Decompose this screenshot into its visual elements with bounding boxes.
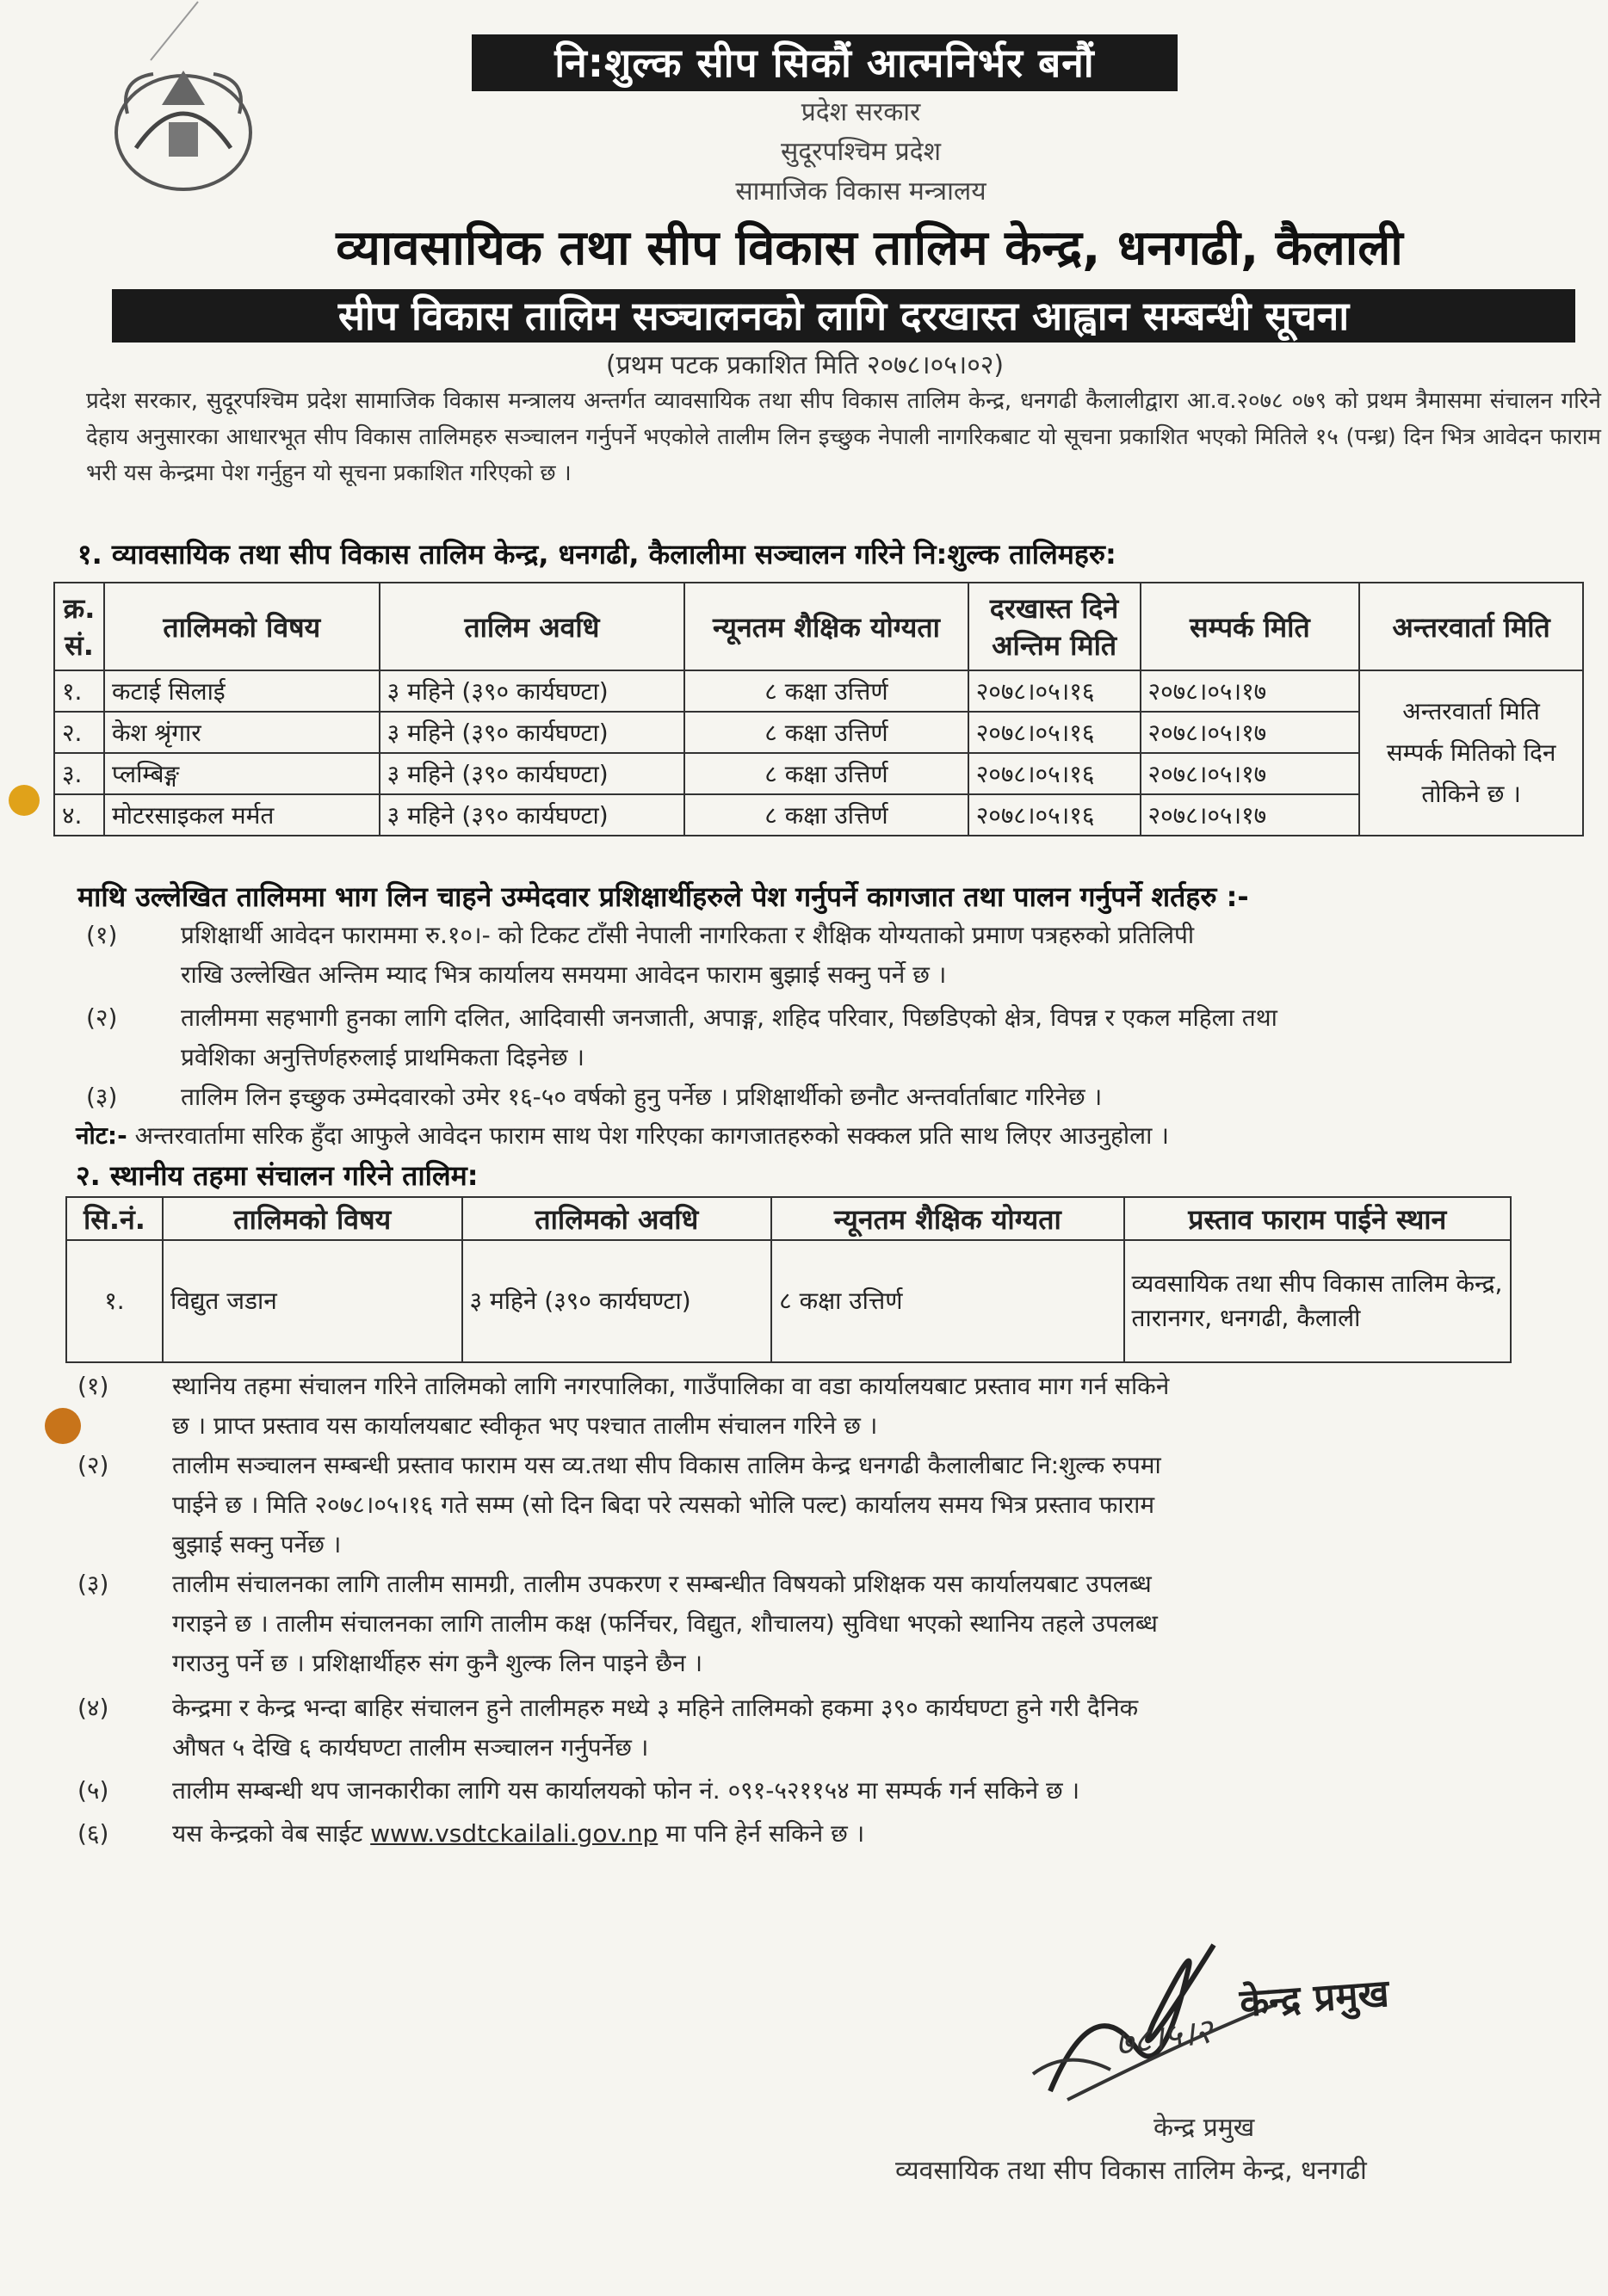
- condition-line: प्रवेशिका अनुत्तिर्णहरुलाई प्राथमिकता दिइनेछ ।: [181, 1043, 584, 1071]
- condition-line: राखि उल्लेखित अन्तिम म्याद भित्र कार्यालय समयमा आवेदन फाराम बुझाई सक्नु पर्ने छ ।: [181, 960, 947, 989]
- publication-date: (प्रथम पटक प्रकाशित मिति २०७८।०५।०२): [605, 350, 1005, 380]
- local-item-number: (४): [77, 1694, 109, 1722]
- cell-qualification: ८ कक्षा उत्तिर्ण: [684, 712, 968, 753]
- conditions-title: माथि उल्लेखित तालिममा भाग लिन चाहने उम्मेदवार प्रशिक्षार्थीहरुले पेश गर्नुपर्ने कागजात तथा पालन गर्नुपर्ने शर्तहरु :-: [77, 880, 1249, 913]
- cell-contact-date: २०७८।०५।१७: [1141, 753, 1360, 794]
- condition-line: प्रशिक्षार्थी आवेदन फाराममा रु.१०।- को टिकट टाँसी नेपाली नागरिकता र शैक्षिक योग्यताको प्रमाण पत्रहरुको प्रतिलिपी: [181, 921, 1195, 949]
- cell-qualification: ८ कक्षा उत्तिर्ण: [684, 670, 968, 712]
- local-item: [77, 1367, 1575, 1446]
- signatory-office: व्यवसायिक तथा सीप विकास तालिम केन्द्र, धनगढी: [895, 2156, 1367, 2186]
- local-item-line: छ । प्राप्त प्रस्ताव यस कार्यालयबाट स्वीकृत भए पश्चात तालीम संचालन गरिने छ ।: [172, 1411, 878, 1440]
- notice-title: सीप विकास तालिम सञ्चालनको लागि दरखास्त आह्वान सम्बन्धी सूचना: [112, 289, 1575, 343]
- note-line: [76, 1119, 1556, 1151]
- cell-duration: ३ महिने (३९० कार्यघण्टा): [380, 794, 685, 836]
- condition-item: [86, 1077, 1584, 1117]
- local-item-number: (६): [77, 1819, 109, 1848]
- local-item-line: केन्द्रमा र केन्द्र भन्दा बाहिर संचालन हुने तालीमहरु मध्ये ३ महिने तालिमको हकमा ३९० कार्यघण्टा हुने गरी दैनिक: [172, 1694, 1139, 1722]
- local-item-line: तालीम सम्बन्धी थप जानकारीका लागि यस कार्यालयको फोन नं. ०९१-५२११५४ मा सम्पर्क गर्न सकिने छ ।: [172, 1776, 1080, 1805]
- cell-contact-date: २०७८।०५।१७: [1141, 712, 1360, 753]
- col-serial: क्र. सं.: [54, 583, 104, 670]
- cell-serial: ४.: [54, 794, 104, 836]
- condition-item: [86, 998, 1584, 1077]
- signatory-role: केन्द्र प्रमुख: [1153, 2113, 1255, 2143]
- website-text-before: यस केन्द्रको वेब साईट: [172, 1819, 363, 1848]
- local-item-line: [172, 1814, 1575, 1854]
- local-item-line: गराइने छ । तालीम संचालनका लागि तालीम कक्ष (फर्निचर, विद्युत, शौचालय) सुविधा भएको स्थानिय तहले उपलब्ध: [172, 1609, 1158, 1638]
- cell-serial: १.: [66, 1240, 163, 1362]
- cell-subject: केश श्रृंगार: [104, 712, 380, 753]
- punch-hole-mark: [9, 785, 40, 816]
- table-row: [54, 670, 1583, 712]
- center-title: व्यावसायिक तथा सीप विकास तालिम केन्द्र, धनगढी, कैलाली: [336, 220, 1403, 276]
- intro-paragraph: प्रदेश सरकार, सुदूरपश्चिम प्रदेश सामाजिक विकास मन्त्रालय अन्तर्गत व्यावसायिक तथा सीप विकास तालिम केन्द्र, धनगढी कैलालीद्वारा आ.व.२०७८ ०७९ को प्रथम त्रैमासमा संचालन गरिने देहाय अनुसारका आधारभूत सीप विकास तालिमहरु सञ्चालन गर्नुपर्ने भएकोले तालीम लिन इच्छुक नेपाली नागरिकबाट यो सूचना प्रकाशित भएको मितिले १५ (पन्ध्र) दिन भित्र आवेदन फाराम भरी यस केन्द्रमा पेश गर्नुहुन यो सूचना प्रकाशित गरिएको छ ।: [86, 388, 1601, 486]
- local-item: [77, 1688, 1575, 1768]
- table-header-row: [54, 583, 1583, 670]
- cell-contact-date: २०७८।०५।१७: [1141, 670, 1360, 712]
- table-row: [54, 794, 1583, 836]
- local-item: [77, 1771, 1575, 1811]
- government-emblem-icon: [102, 53, 265, 200]
- section1-heading: १. व्यावसायिक तथा सीप विकास तालिम केन्द्र, धनगढी, कैलालीमा सञ्चालन गरिने नि:शुल्क तालिमहरु:: [77, 538, 1116, 571]
- condition-item: [86, 916, 1584, 995]
- gov-line-province: प्रदेश सरकार: [801, 97, 921, 127]
- cell-deadline: २०७८।०५।१६: [968, 670, 1141, 712]
- local-item-number: (३): [77, 1570, 109, 1598]
- cell-serial: ३.: [54, 753, 104, 794]
- local-item-number: (१): [77, 1372, 109, 1400]
- col-interview-date: अन्तरवार्ता मिति: [1359, 583, 1583, 670]
- cell-deadline: २०७८।०५।१६: [968, 712, 1141, 753]
- website-link[interactable]: www.vsdtckailali.gov.np: [370, 1819, 659, 1848]
- local-item: [77, 1565, 1575, 1683]
- table-header-row: [66, 1197, 1511, 1240]
- stamp-role: केन्द्र प्रमुख: [1238, 1972, 1391, 2026]
- col-subject: तालिमको विषय: [104, 583, 380, 670]
- cell-duration: ३ महिने (३९० कार्यघण्टा): [462, 1240, 772, 1362]
- slogan-banner: नि:शुल्क सीप सिकौं आत्मनिर्भर बनौं: [472, 34, 1178, 91]
- signature-block: [895, 1919, 1549, 2281]
- local-item-line: पाईने छ । मिति २०७८।०५।१६ गते सम्म (सो दिन बिदा परे त्यसको भोलि पल्ट) कार्यालय समय भित्र प्रस्ताव फाराम: [172, 1491, 1155, 1519]
- cell-duration: ३ महिने (३९० कार्यघण्टा): [380, 712, 685, 753]
- col-duration: तालिमको अवधि: [462, 1197, 772, 1240]
- section2-table: [65, 1196, 1512, 1363]
- cell-qualification: ८ कक्षा उत्तिर्ण: [684, 753, 968, 794]
- col-deadline: दरखास्त दिने अन्तिम मिति: [968, 583, 1141, 670]
- cell-serial: २.: [54, 712, 104, 753]
- note-label: नोट:-: [76, 1121, 127, 1150]
- cell-qualification: ८ कक्षा उत्तिर्ण: [771, 1240, 1123, 1362]
- condition-number: (३): [86, 1083, 118, 1111]
- cell-duration: ३ महिने (३९० कार्यघण्टा): [380, 670, 685, 712]
- col-contact-date: सम्पर्क मिति: [1141, 583, 1360, 670]
- local-item: [77, 1814, 1575, 1854]
- cell-deadline: २०७८।०५।१६: [968, 753, 1141, 794]
- cell-subject: मोटरसाइकल मर्मत: [104, 794, 380, 836]
- cell-duration: ३ महिने (३९० कार्यघण्टा): [380, 753, 685, 794]
- col-serial: सि.नं.: [66, 1197, 163, 1240]
- condition-number: (१): [86, 921, 118, 949]
- table-row: [54, 712, 1583, 753]
- cell-subject: विद्युत जडान: [163, 1240, 462, 1362]
- local-item-line: औषत ५ देखि ६ कार्यघण्टा तालीम सञ्चालन गर्नुपर्नेछ ।: [172, 1733, 649, 1762]
- section2-heading: २. स्थानीय तहमा संचालन गरिने तालिम:: [76, 1159, 479, 1192]
- local-item-line: तालीम संचालनका लागि तालीम सामग्री, तालीम उपकरण र सम्बन्धीत विषयको प्रशिक्षक यस कार्यालयबाट उपलब्ध: [172, 1570, 1152, 1598]
- col-duration: तालिम अवधि: [380, 583, 685, 670]
- local-item-line: स्थानिय तहमा संचालन गरिने तालिमको लागि नगरपालिका, गाउँपालिका वा वडा कार्यालयबाट प्रस्ताव माग गर्न सकिने: [172, 1372, 1170, 1400]
- table-row: [66, 1240, 1511, 1362]
- condition-line: तालीममा सहभागी हुनका लागि दलित, आदिवासी जनजाती, अपाङ्ग, शहिद परिवार, पिछडिएको क्षेत्र, विपन्न र एकल महिला तथा: [181, 1003, 1277, 1032]
- cell-interview-note: अन्तरवार्ता मिति सम्पर्क मितिको दिन तोकिने छ ।: [1359, 670, 1583, 836]
- cell-contact-date: २०७८।०५।१७: [1141, 794, 1360, 836]
- col-qualification: न्यूनतम शैक्षिक योग्यता: [684, 583, 968, 670]
- cell-proposal-location: व्यवसायिक तथा सीप विकास तालिम केन्द्र, तारानगर, धनगढी, कैलाली: [1124, 1240, 1511, 1362]
- gov-line-ministry: सामाजिक विकास मन्त्रालय: [735, 176, 986, 207]
- handwritten-date: ७८।५।२: [1112, 2011, 1215, 2065]
- local-item-number: (५): [77, 1776, 109, 1805]
- website-text-after: मा पनि हेर्न सकिने छ ।: [665, 1819, 865, 1848]
- cell-subject: कटाई सिलाई: [104, 670, 380, 712]
- local-item: [77, 1446, 1575, 1565]
- section1-table: [53, 582, 1584, 836]
- local-item-line: तालीम सञ्चालन सम्बन्धी प्रस्ताव फाराम यस व्य.तथा सीप विकास तालिम केन्द्र धनगढी कैलालीबाट नि:शुल्क रुपमा: [172, 1451, 1161, 1479]
- cell-subject: प्लम्बिङ्ग: [104, 753, 380, 794]
- note-text: अन्तरवार्तामा सरिक हुँदा आफुले आवेदन फाराम साथ पेश गरिएका कागजातहरुको सक्कल प्रति साथ लिएर आउनुहोला ।: [134, 1121, 1169, 1150]
- col-proposal-location: प्रस्ताव फाराम पाईने स्थान: [1124, 1197, 1511, 1240]
- corner-fold-mark: [133, 0, 202, 69]
- cell-deadline: २०७८।०५।१६: [968, 794, 1141, 836]
- col-subject: तालिमको विषय: [163, 1197, 462, 1240]
- punch-hole-mark: [45, 1408, 81, 1444]
- condition-number: (२): [86, 1003, 118, 1032]
- local-item-number: (२): [77, 1451, 109, 1479]
- local-item-line: बुझाई सक्नु पर्नेछ ।: [172, 1530, 342, 1558]
- cell-serial: १.: [54, 670, 104, 712]
- condition-line: तालिम लिन इच्छुक उम्मेदवारको उमेर १६-५० वर्षको हुनु पर्नेछ । प्रशिक्षार्थीको छनौट अन्तर्वार्ताबाट गरिनेछ ।: [181, 1083, 1103, 1111]
- cell-qualification: ८ कक्षा उत्तिर्ण: [684, 794, 968, 836]
- gov-line-region: सुदूरपश्चिम प्रदेश: [781, 137, 941, 167]
- col-qualification: न्यूनतम शैक्षिक योग्यता: [771, 1197, 1123, 1240]
- table-row: [54, 753, 1583, 794]
- local-item-line: गराउनु पर्ने छ । प्रशिक्षार्थीहरु संग कुनै शुल्क लिन पाइने छैन ।: [172, 1649, 703, 1677]
